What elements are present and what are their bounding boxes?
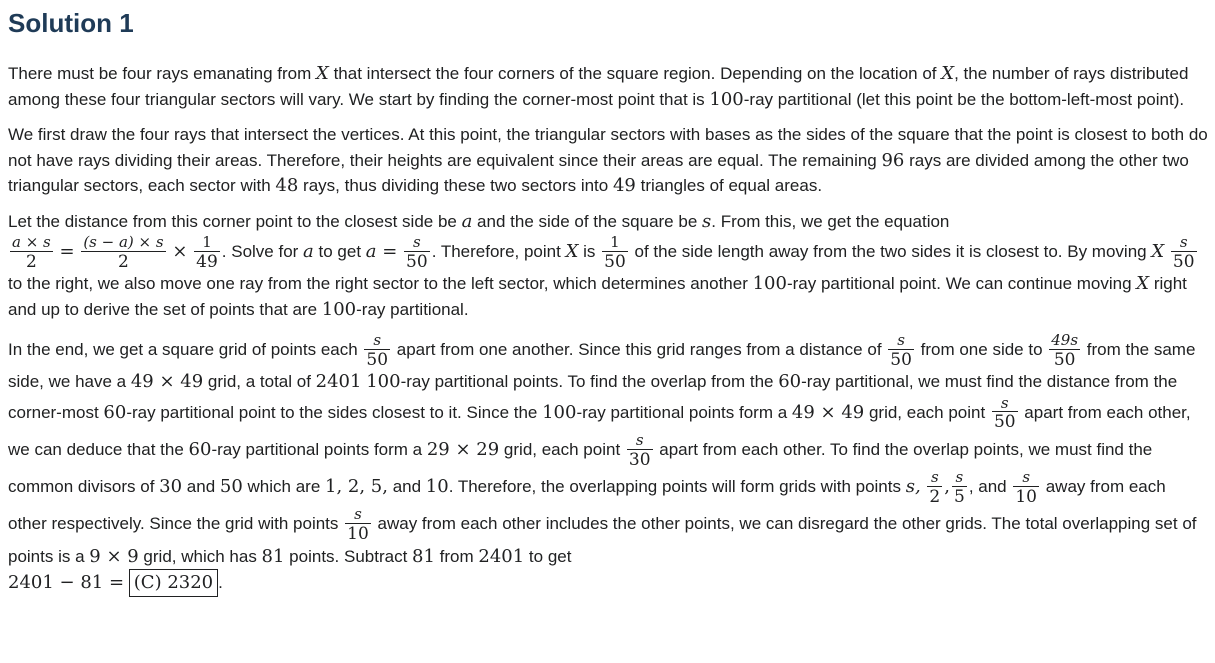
text: -ray partitional point. We can continue moving (786, 274, 1137, 294)
text: and the side of the square be (472, 211, 702, 231)
text: away from each other respectively. Since the grid with points (8, 477, 1166, 534)
text: apart from one another. Since this grid ranges from a distance of (392, 340, 887, 360)
text: apart from each other. To find the overlap points, we must find the common divisors of (8, 440, 1153, 497)
math-number: 30 (159, 476, 183, 498)
math-number: 81 (412, 545, 435, 567)
text: -ray partitional points. To find the overlap from the (400, 372, 779, 392)
text: away from each other includes the other points, we can disregard the other grids. The total overlapping set of points is a (8, 514, 1197, 566)
final-expression: 2401 − 81 = (8, 572, 125, 594)
math-number: 2401 (478, 545, 525, 567)
text: which are (242, 477, 325, 497)
text: from (434, 546, 479, 566)
text: apart from each other, we can deduce that the (8, 402, 1191, 460)
fraction-s-over-50: $\frac{s}{50}$ (1172, 233, 1195, 272)
math-var: X (565, 241, 579, 263)
fraction-a-s-over-2: $\frac{a \times s}{2}$ (12, 233, 51, 272)
math-number: 100 (709, 88, 744, 110)
fraction-1-over-50: $\frac{1}{50}$ (604, 233, 626, 272)
math-number: 81 (261, 545, 285, 567)
text: -ray partitional points form a (576, 402, 792, 422)
fraction-s-over-50: $\frac{s}{50}$ (406, 233, 428, 272)
fraction-s-over-50: $\frac{s}{50}$ (366, 331, 389, 370)
text: rays, thus dividing these two sectors into (298, 176, 613, 195)
times-sign: × (172, 241, 188, 263)
text: , the number of rays distributed among these four triangular sectors will vary. We start by finding the corner-most point that is (8, 64, 1189, 109)
text: grid, each point (864, 402, 990, 422)
text: -ray partitional point to the sides closest to it. Since the (126, 402, 543, 422)
math-var: X (941, 63, 955, 84)
text: to get (313, 242, 366, 262)
math-number: 60 (103, 401, 127, 423)
text: and (387, 477, 426, 497)
text: of the side length away from the two sides it is closest to. By moving (629, 242, 1152, 262)
text: to get (524, 546, 572, 566)
fraction-s-over-2: $\frac{s}{2}$ (929, 468, 941, 507)
math-expr: 1, 2, 5, (325, 476, 388, 498)
fraction-s-over-5: $\frac{s}{5}$ (953, 468, 965, 507)
text: In the end, we get a square grid of points each (8, 340, 363, 360)
math-number: 100 (752, 273, 787, 295)
text: from the same side, we have a (8, 340, 1196, 392)
text: Let the distance from this corner point to the closest side be (8, 211, 462, 231)
math-expr: 49 × 49 (130, 371, 204, 393)
math-var: s (702, 210, 712, 232)
math-number: 48 (275, 175, 299, 196)
text: . Solve for (221, 242, 304, 262)
text: that intersect the four corners of the square region. Depending on the location of (328, 64, 942, 83)
text: grid, a total of (203, 372, 316, 392)
text: . (218, 573, 223, 593)
math-var: X (1151, 241, 1165, 263)
text: from one side to (915, 340, 1048, 360)
text: to the right, we also move one ray from the right sector to the left sector, which determines another (8, 274, 753, 294)
section-heading: Solution 1 (8, 8, 134, 38)
math-punct: , (944, 476, 950, 498)
fraction-49s-over-50: $\frac{49s}{50}$ (1051, 331, 1079, 370)
text: is (578, 242, 601, 262)
math-number: 49 (612, 175, 636, 196)
paragraph-intro (8, 61, 1209, 112)
fraction-1-over-49: $\frac{1}{49}$ (196, 233, 218, 272)
math-var: a (461, 210, 473, 232)
paragraph-grid (8, 332, 1209, 597)
text: We first draw the four rays that intersect the vertices. At this point, the triangular sectors with bases as the sides of the square that the point is closest to both do not have rays dividing their areas. Therefore, their heights are equivalent since their areas are equal. The remaining (8, 125, 1208, 170)
math-number: 100 (542, 401, 577, 423)
fraction-s-over-50: $\frac{s}{50}$ (890, 331, 912, 370)
equals-sign: = (59, 241, 75, 263)
math-expr: 9 × 9 (89, 545, 139, 567)
fraction-s-over-30: $\frac{s}{30}$ (628, 431, 651, 470)
text: . Therefore, point (431, 242, 566, 262)
paragraph-rays (8, 122, 1209, 199)
fraction-s-over-50: $\frac{s}{50}$ (993, 393, 1016, 433)
text: -ray partitional points form a (211, 440, 427, 460)
math-var: a = (365, 241, 398, 263)
math-expr: 49 × 49 (791, 401, 865, 423)
text: points. Subtract (284, 546, 413, 566)
math-var: X (316, 63, 329, 84)
text: -ray partitional (let this point be the bottom-left-most point). (743, 89, 1185, 109)
text: grid, each point (499, 440, 625, 460)
text: right and up to derive the set of points that are (8, 274, 1187, 319)
math-var: X (1136, 273, 1150, 295)
text: , and (968, 477, 1012, 497)
math-number: 100 (366, 371, 401, 393)
math-number: 60 (778, 371, 802, 393)
text: . From this, we get the equation (711, 211, 950, 231)
math-number: 60 (188, 439, 212, 461)
math-var: s, (905, 476, 921, 498)
text: -ray partitional, we must find the distance from the corner-most (8, 372, 1178, 422)
math-expr: 29 × 29 (426, 439, 500, 461)
text: and (182, 477, 220, 497)
math-number: 100 (321, 298, 357, 320)
text: -ray partitional. (356, 299, 469, 319)
paragraph-equation (8, 209, 1209, 323)
text: grid, which has (138, 546, 262, 566)
text: . Therefore, the overlapping points will form grids with points (448, 477, 906, 497)
math-number: 96 (881, 149, 905, 171)
fraction-s-minus-a: $\frac{(s - a) \times s}{2}$ (83, 233, 164, 272)
math-number: 50 (219, 476, 243, 498)
fraction-s-over-10: $\frac{s}{10}$ (1015, 468, 1037, 507)
math-number: 2401 (315, 371, 362, 393)
math-number: 10 (425, 476, 449, 498)
text: rays are divided among the other two triangular sectors, each sector with (8, 150, 1189, 195)
math-var: a (303, 241, 314, 263)
answer-box: (C) 2320 (129, 569, 218, 597)
text: triangles of equal areas. (635, 176, 823, 195)
fraction-s-over-10: $\frac{s}{10}$ (347, 505, 369, 544)
text: There must be four rays emanating from (8, 64, 317, 83)
